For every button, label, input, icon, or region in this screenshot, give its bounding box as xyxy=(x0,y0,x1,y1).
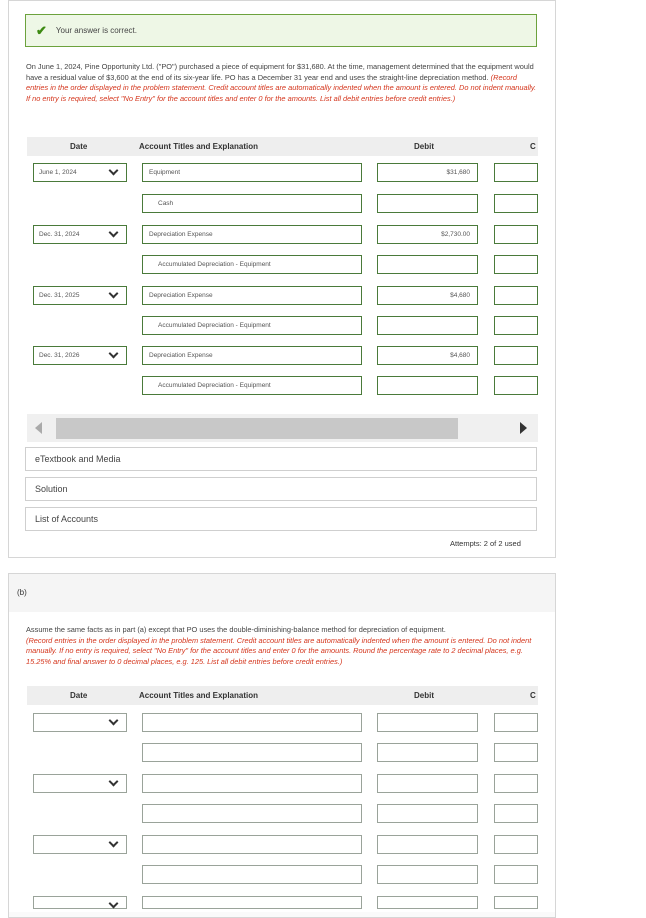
credit-input[interactable] xyxy=(494,865,538,884)
success-banner xyxy=(25,14,537,47)
scroll-left-icon[interactable] xyxy=(35,422,42,434)
col-credit: C xyxy=(530,691,536,700)
chevron-down-icon xyxy=(109,166,119,176)
credit-input[interactable] xyxy=(494,255,538,274)
credit-input[interactable] xyxy=(494,316,538,335)
debit-input[interactable] xyxy=(377,835,478,854)
credit-input[interactable] xyxy=(494,713,538,732)
chevron-down-icon xyxy=(109,838,119,848)
debit-input[interactable]: $2,730.00 xyxy=(377,225,478,244)
date-select[interactable] xyxy=(33,774,127,793)
credit-input[interactable] xyxy=(494,346,538,365)
attempts-text: Attempts: 2 of 2 used xyxy=(450,539,521,548)
date-value: Dec. 31, 2026 xyxy=(39,352,80,359)
col-date: Date xyxy=(70,142,88,151)
part-a-table-header xyxy=(27,137,538,156)
chevron-down-icon xyxy=(109,777,119,787)
col-account: Account Titles and Explanation xyxy=(139,142,258,151)
account-input[interactable]: Depreciation Expense xyxy=(142,346,362,365)
col-credit: C xyxy=(530,142,536,151)
date-select[interactable] xyxy=(33,896,127,909)
credit-input[interactable] xyxy=(494,286,538,305)
credit-input[interactable] xyxy=(494,376,538,395)
part-a-problem-text: On June 1, 2024, Pine Opportunity Ltd. ("PO") purchased a piece of equipment for $31,680. At the time, management determined that the equipment would have a residual value of $3,600 at the end of its six-year life. PO has a December 31 year end and uses the straight-line depreciation method. xyxy=(26,62,534,82)
date-select[interactable] xyxy=(33,713,127,732)
chevron-down-icon xyxy=(109,716,119,726)
solution-link[interactable]: Solution xyxy=(25,477,537,501)
debit-input[interactable] xyxy=(377,316,478,335)
chevron-down-icon xyxy=(109,349,119,359)
credit-input[interactable] xyxy=(494,743,538,762)
part-b-instructions: (Record entries in the order displayed in the problem statement. Credit account titles are automatically indented when the amount is entered. Do not indent manually. If no entry is required, select "No Entry" for the account titles and enter 0 for the amounts. Round the percentage rate to 2 decimal places, e.g. 15.25% and final answer to 0 decimal places, e.g. 125. List all debit entries before credit entries.) xyxy=(26,635,532,666)
debit-input[interactable] xyxy=(377,376,478,395)
col-debit: Debit xyxy=(414,142,434,151)
account-input[interactable] xyxy=(142,713,362,732)
account-input[interactable]: Depreciation Expense xyxy=(142,286,362,305)
list-of-accounts-link[interactable]: List of Accounts xyxy=(25,507,537,531)
account-input[interactable] xyxy=(142,774,362,793)
debit-input[interactable]: $4,680 xyxy=(377,286,478,305)
part-b-header-strip xyxy=(9,574,555,612)
account-input[interactable] xyxy=(142,835,362,854)
account-input[interactable]: Accumulated Depreciation - Equipment xyxy=(142,316,362,335)
checkmark-icon: ✔ xyxy=(36,22,47,38)
account-input[interactable] xyxy=(142,896,362,909)
account-input[interactable] xyxy=(142,743,362,762)
credit-input[interactable] xyxy=(494,774,538,793)
debit-input[interactable] xyxy=(377,255,478,274)
account-input[interactable] xyxy=(142,865,362,884)
account-input[interactable]: Accumulated Depreciation - Equipment xyxy=(142,376,362,395)
scrollbar-thumb[interactable] xyxy=(56,418,458,439)
part-b-table-header xyxy=(27,686,538,705)
date-select[interactable] xyxy=(33,225,127,244)
part-b-label: (b) xyxy=(17,588,27,597)
part-a-instructions: (Record entries in the order displayed in the problem statement. Credit account titles are automatically indented when the amount is entered. Do not indent manually. If no entry is required, select "No Entry" for the account titles and enter 0 for the amounts. List all debit entries before credit entries.) xyxy=(26,72,537,103)
debit-input[interactable] xyxy=(377,804,478,823)
success-message: Your answer is correct. xyxy=(55,26,137,35)
credit-input[interactable] xyxy=(494,225,538,244)
date-select[interactable] xyxy=(33,835,127,854)
col-date: Date xyxy=(70,691,88,700)
credit-input[interactable] xyxy=(494,804,538,823)
credit-input[interactable] xyxy=(494,835,538,854)
etextbook-link[interactable]: eTextbook and Media xyxy=(25,447,537,471)
credit-input[interactable] xyxy=(494,896,538,909)
col-account: Account Titles and Explanation xyxy=(139,691,258,700)
date-value: Dec. 31, 2024 xyxy=(39,231,80,238)
chevron-down-icon xyxy=(109,289,119,299)
account-input[interactable] xyxy=(142,804,362,823)
debit-input[interactable] xyxy=(377,896,478,909)
chevron-down-icon xyxy=(109,228,119,238)
date-select[interactable] xyxy=(33,286,127,305)
date-select[interactable] xyxy=(33,346,127,365)
chevron-down-icon xyxy=(109,899,119,909)
credit-input[interactable] xyxy=(494,194,538,213)
scroll-right-icon[interactable] xyxy=(520,422,527,434)
part-b-problem xyxy=(26,625,540,667)
debit-input[interactable] xyxy=(377,713,478,732)
debit-input[interactable] xyxy=(377,743,478,762)
debit-input[interactable] xyxy=(377,865,478,884)
debit-input[interactable]: $4,680 xyxy=(377,346,478,365)
debit-input[interactable] xyxy=(377,774,478,793)
debit-input[interactable] xyxy=(377,194,478,213)
debit-input[interactable]: $31,680 xyxy=(377,163,478,182)
account-input[interactable]: Accumulated Depreciation - Equipment xyxy=(142,255,362,274)
account-input[interactable]: Cash xyxy=(142,194,362,213)
account-input[interactable]: Depreciation Expense xyxy=(142,225,362,244)
credit-input[interactable] xyxy=(494,163,538,182)
date-value: June 1, 2024 xyxy=(39,169,77,176)
account-input[interactable]: Equipment xyxy=(142,163,362,182)
col-debit: Debit xyxy=(414,691,434,700)
part-b-problem-text: Assume the same facts as in part (a) except that PO uses the double-diminishing-balance method for depreciation of equipment. xyxy=(26,625,446,634)
part-a-problem xyxy=(26,62,540,104)
date-value: Dec. 31, 2025 xyxy=(39,292,80,299)
date-select[interactable] xyxy=(33,163,127,182)
